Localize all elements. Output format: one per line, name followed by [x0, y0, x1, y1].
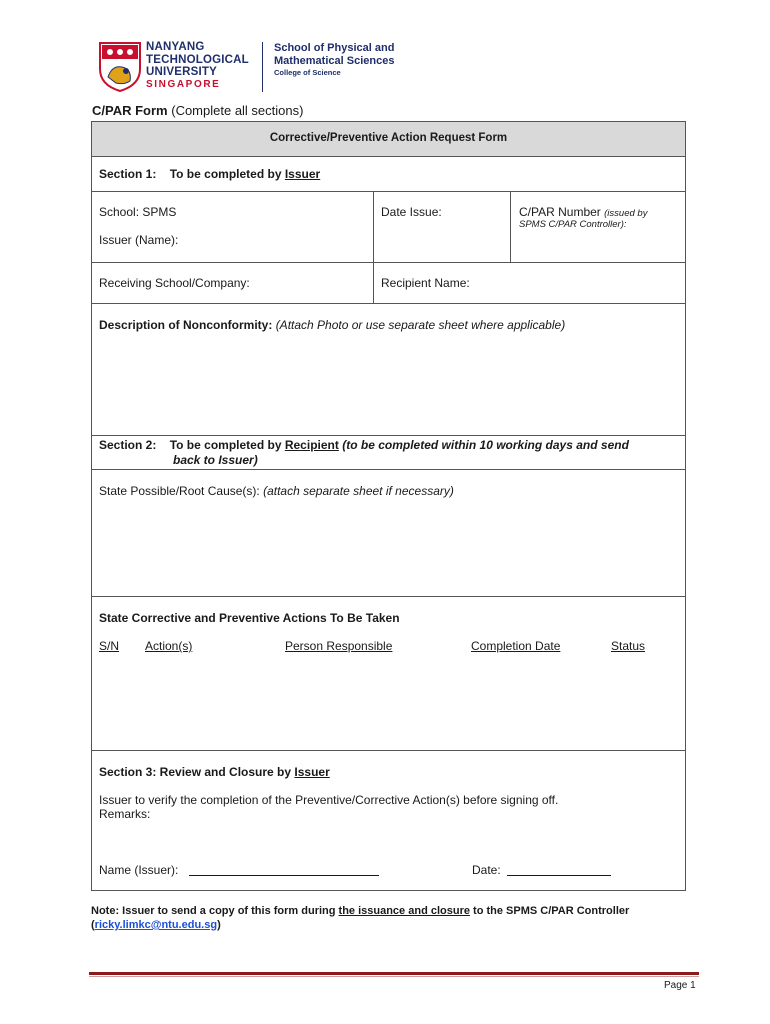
section1-label: Section 1:: [99, 167, 157, 181]
actions-heading: State Corrective and Preventive Actions To Be Taken: [99, 611, 400, 625]
section1-heading: [99, 167, 320, 181]
column-status: Status: [611, 639, 646, 653]
university-country: SINGAPORE: [146, 78, 221, 90]
root-cause-note: (attach separate sheet if necessary): [263, 484, 454, 498]
section2-heading: [99, 438, 629, 452]
nonconformity-field[interactable]: [99, 318, 565, 332]
section1-who: Issuer: [284, 167, 321, 181]
root-cause-label: State Possible/Root Cause(s):: [99, 484, 260, 498]
university-line: UNIVERSITY: [146, 66, 218, 78]
date-label: Date:: [472, 863, 501, 877]
cpar-note: (issued by: [604, 208, 648, 219]
section2-note-2: back to Issuer): [173, 453, 258, 467]
university-line: TECHNOLOGICAL: [146, 53, 249, 66]
form-heading: Corrective/Preventive Action Request Form: [269, 132, 508, 144]
header-divider: [262, 42, 263, 92]
recipient-name-field[interactable]: Recipient Name:: [381, 276, 470, 290]
date-issue-field[interactable]: Date Issue:: [381, 205, 442, 219]
footer-note: Note: Issuer to send a copy of this form during the issuance and closure to the SPMS C/PAR Controller (ricky.limkc@ntu.edu.sg): [91, 905, 630, 931]
row-divider: [91, 156, 686, 157]
row-divider: [91, 750, 686, 751]
section2-note: (to be completed within 10 working days and send: [342, 438, 629, 452]
row-divider: [91, 435, 686, 436]
note-suffix: to the SPMS C/PAR Controller: [473, 905, 630, 917]
cpar-number-label: C/PAR Number: [519, 205, 601, 219]
cpar-note-2: SPMS C/PAR Controller):: [519, 219, 627, 230]
university-line: NANYANG: [146, 41, 205, 53]
section3-label: Section 3: Review and Closure by: [99, 765, 292, 779]
column-completion-date: Completion Date: [471, 639, 561, 653]
ntu-crest-logo: [98, 41, 142, 93]
column-actions: Action(s): [145, 639, 193, 653]
form-title: [92, 103, 303, 118]
col-divider: [373, 191, 374, 303]
cpar-number-field[interactable]: [519, 205, 647, 219]
col-divider: [510, 191, 511, 262]
row-divider: [91, 303, 686, 304]
row-divider: [91, 262, 686, 263]
section1-text: To be completed by: [169, 167, 282, 181]
controller-email-link[interactable]: ricky.limkc@ntu.edu.sg: [94, 919, 218, 931]
section2-label: Section 2:: [99, 438, 157, 452]
column-sn: S/N: [99, 639, 120, 653]
date-line[interactable]: [507, 875, 611, 876]
nonconformity-label: Description of Nonconformity:: [99, 318, 273, 332]
form-title-rest: (Complete all sections): [171, 103, 304, 118]
name-issuer-line[interactable]: [189, 875, 379, 876]
issuer-name-field[interactable]: Issuer (Name):: [99, 233, 179, 247]
school-name: [274, 42, 394, 67]
remarks-field[interactable]: Remarks:: [99, 807, 151, 821]
root-cause-field[interactable]: [99, 484, 454, 498]
row-divider: [91, 469, 686, 470]
column-person-responsible: Person Responsible: [285, 639, 393, 653]
school-line: Mathematical Sciences: [274, 54, 395, 67]
name-issuer-label: Name (Issuer):: [99, 863, 179, 877]
section3-who: Issuer: [294, 765, 330, 779]
school-line: School of Physical and: [274, 42, 395, 54]
form-title-bold: C/PAR Form: [92, 103, 168, 118]
college-name: College of Science: [274, 68, 341, 77]
section2-text: To be completed by: [169, 438, 282, 452]
footer-rule: [89, 972, 699, 975]
verify-text: Issuer to verify the completion of the Preventive/Corrective Action(s) before signing off.: [99, 793, 559, 807]
school-field[interactable]: School: SPMS: [99, 205, 177, 219]
receiving-school-field[interactable]: Receiving School/Company:: [99, 276, 250, 290]
row-divider: [91, 191, 686, 192]
university-name: [146, 41, 249, 91]
section3-heading: [99, 765, 330, 779]
nonconformity-note: (Attach Photo or use separate sheet where applicable): [275, 318, 566, 332]
section2-who: Recipient: [284, 438, 339, 452]
note-underlined: the issuance and closure: [338, 905, 470, 917]
footer-rule-thin: [89, 976, 699, 977]
note-prefix: Note: Issuer to send a copy of this form during: [91, 905, 336, 917]
page-number: Page 1: [664, 980, 696, 991]
row-divider: [91, 596, 686, 597]
